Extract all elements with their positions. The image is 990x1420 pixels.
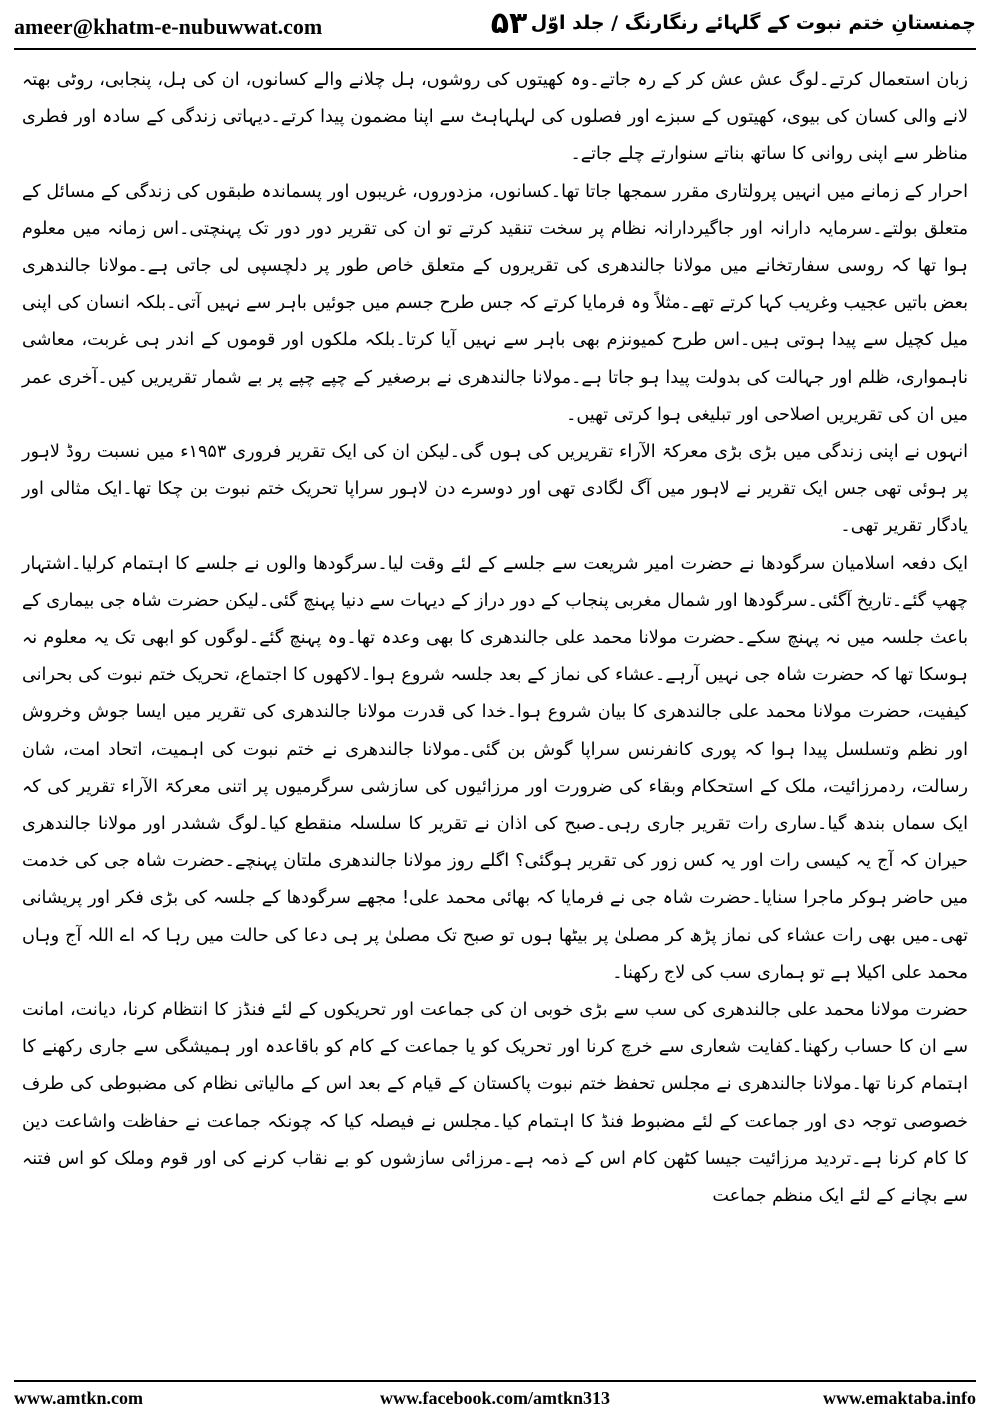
page-footer bbox=[14, 1388, 976, 1414]
paragraph-2: احرار کے زمانے میں انہیں پرولتاری مقرر سمجھا جاتا تھا۔کسانوں، مزدوروں، غریبوں اور پسماندہ طبقوں کی زندگی کے مسائل کے متعلق بولتے۔سرمایہ دارانہ اور جاگیردارانہ نظام پر سخت تنقید کرتے تو ان کی تقریر دور دور تک پہنچتی۔اس زمانہ میں معلوم ہوا تھا کہ روسی سفارتخانے میں مولانا جالندھری کی تقریروں کے متعلق خاص طور پر دلچسپی لی جاتی ہے۔مولانا جالندھری بعض باتیں عجیب وغریب کہا کرتے تھے۔مثلاً وہ فرمایا کرتے کہ جس طرح جسم میں جوئیں باہر سے نہیں آتی۔بلکہ انسان کی اپنی میل کچیل سے پیدا ہوتی ہیں۔اس طرح کمیونزم بھی باہر سے نہیں آیا کرتا۔بلکہ ملکوں اور قوموں کے اندر ہی غربت، معاشی ناہمواری، ظلم اور جہالت کی بدولت پیدا ہو جاتا ہے۔مولانا جالندھری نے برصغیر کے چپے چپے پر بے شمار تقریریں کیں۔آخری عمر میں ان کی تقریریں اصلاحی اور تبلیغی ہوا کرتی تھیں۔ bbox=[22, 181, 968, 425]
footer-website-link[interactable]: www.amtkn.com bbox=[14, 1388, 143, 1408]
page-body bbox=[22, 62, 968, 1215]
paragraph-1: زبان استعمال کرتے۔لوگ عش عش کر کے رہ جاتے۔وہ کھیتوں کی روشوں، ہل چلانے والے کسانوں، ان کی ہل، پنجابی، روٹی بھتہ لانے والی کسان کی بیوی، کھیتوں کے سبزے اور فصلوں کی لہلہاہٹ سے اپنا مضمون پیدا کرتے۔دیہاتی زندگی کے سادہ اور فطری مناظر سے اپنی روانی کا ساتھ بناتے سنوارتے چلے جاتے۔ bbox=[22, 70, 968, 165]
paragraph-5: حضرت مولانا محمد علی جالندھری کی سب سے بڑی خوبی ان کی جماعت اور تحریکوں کے لئے فنڈز کا انتظام کرنا، دیانت، امانت سے ان کا حساب رکھنا۔کفایت شعاری سے خرچ کرنا اور تحریک کو یا جماعت کے کام کو باقاعدہ اور ہمیشگی سے جاری رکھنے کا اہتمام کرنا تھا۔مولانا جالندھری نے مجلس تحفظ ختم نبوت پاکستان کے قیام کے بعد اس کے مالیاتی نظام کی مضبوطی کی طرف خصوصی توجہ دی اور جماعت کے لئے مضبوط فنڈ کا اہتمام کیا۔مجلس نے فیصلہ کیا کہ چونکہ جماعت نے حفاظت واشاعت دین کا کام کرنا ہے۔تردید مرزائیت جیسا کٹھن کام اس کے ذمہ ہے۔مرزائی سازشوں کو بے نقاب کرنے کی اور قوم وملک کو اس فتنہ سے بچانے کے لئے ایک منظم جماعت bbox=[22, 1000, 968, 1207]
paragraph-4: ایک دفعہ اسلامیان سرگودھا نے حضرت امیر شریعت سے جلسے کے لئے وقت لیا۔سرگودھا والوں نے جلسے کا اہتمام کرلیا۔اشتہار چھپ گئے۔تاریخ آگئی۔سرگودھا اور شمال مغربی پنجاب کے دور دراز کے دیہات سے دنیا پہنچ گئی۔لیکن حضرت شاہ جی بیماری کے باعث جلسہ میں نہ پہنچ سکے۔حضرت مولانا محمد علی جالندھری کا بھی وعدہ تھا۔وہ پہنچ گئے۔لوگوں کو ابھی تک یہ معلوم نہ ہوسکا تھا کہ حضرت شاہ جی نہیں آرہے۔عشاء کی نماز کے بعد جلسہ شروع ہوا۔لاکھوں کا اجتماع، تحریک ختم نبوت کی بحرانی کیفیت، حضرت مولانا محمد علی جالندھری کا بیان شروع ہوا۔خدا کی قدرت مولانا جالندھری کی تقریر میں ایسا جوش وخروش اور نظم وتسلسل پیدا ہوا کہ پوری کانفرنس سراپا گوش بن گئی۔مولانا جالندھری نے ختم نبوت کی اہمیت، اتحاد امت، شان رسالت، ردمرزائیت، ملک کے استحکام وبقاء کی ضرورت اور مرزائیوں کی سازشی سرگرمیوں پر اتنی معرکۃ الآراء تقریر کی کہ ایک سماں بندھ گیا۔ساری رات تقریر جاری رہی۔صبح کی اذان نے تقریر کا سلسلہ منقطع کیا۔لوگ ششدر اور مولانا جالندھری حیران کہ آج یہ کیسی رات اور یہ کس زور کی تقریر ہوگئی؟ اگلے روز مولانا جالندھری ملتان پہنچے۔حضرت شاہ جی کی خدمت میں حاضر ہوکر ماجرا سنایا۔حضرت شاہ جی نے فرمایا کہ بھائی محمد علی! مجھے سرگودھا کے جلسہ کی بڑی فکر اور پریشانی تھی۔میں بھی رات عشاء کی نماز پڑھ کر مصلیٰ پر بیٹھا ہوں تو صبح تک مصلیٰ پر ہی دعا کی حالت میں رہا کہ اے اللہ آج وہاں محمد علی اکیلا ہے تو ہماری سب کی لاج رکھنا۔ bbox=[22, 553, 968, 983]
footer-divider bbox=[14, 1380, 976, 1382]
page-number: ۵۳ bbox=[490, 6, 528, 41]
footer-facebook-link[interactable]: www.facebook.com/amtkn313 bbox=[380, 1388, 610, 1408]
header-email[interactable]: ameer@khatm-e-nubuwwat.com bbox=[14, 14, 323, 39]
footer-emaktaba-link[interactable]: www.emaktaba.info bbox=[822, 1388, 976, 1408]
paragraph-3: انہوں نے اپنی زندگی میں بڑی بڑی معرکۃ الآراء تقریریں کی ہوں گی۔لیکن ان کی ایک تقریر فروری ۱۹۵۳ء میں نسبت روڈ لاہور پر ہوئی تھی جس ایک تقریر نے لاہور میں آگ لگادی تھی اور دوسرے دن لاہور سراپا تحریک ختم نبوت بن چکا تھا۔ایک مثالی اور یادگار تقریر تھی۔ bbox=[22, 442, 968, 537]
page-header bbox=[14, 6, 976, 50]
book-title: چمنستانِ ختم نبوت کے گلہائے رنگارنگ / جلد اوّل bbox=[530, 12, 976, 34]
header-divider bbox=[14, 48, 976, 50]
